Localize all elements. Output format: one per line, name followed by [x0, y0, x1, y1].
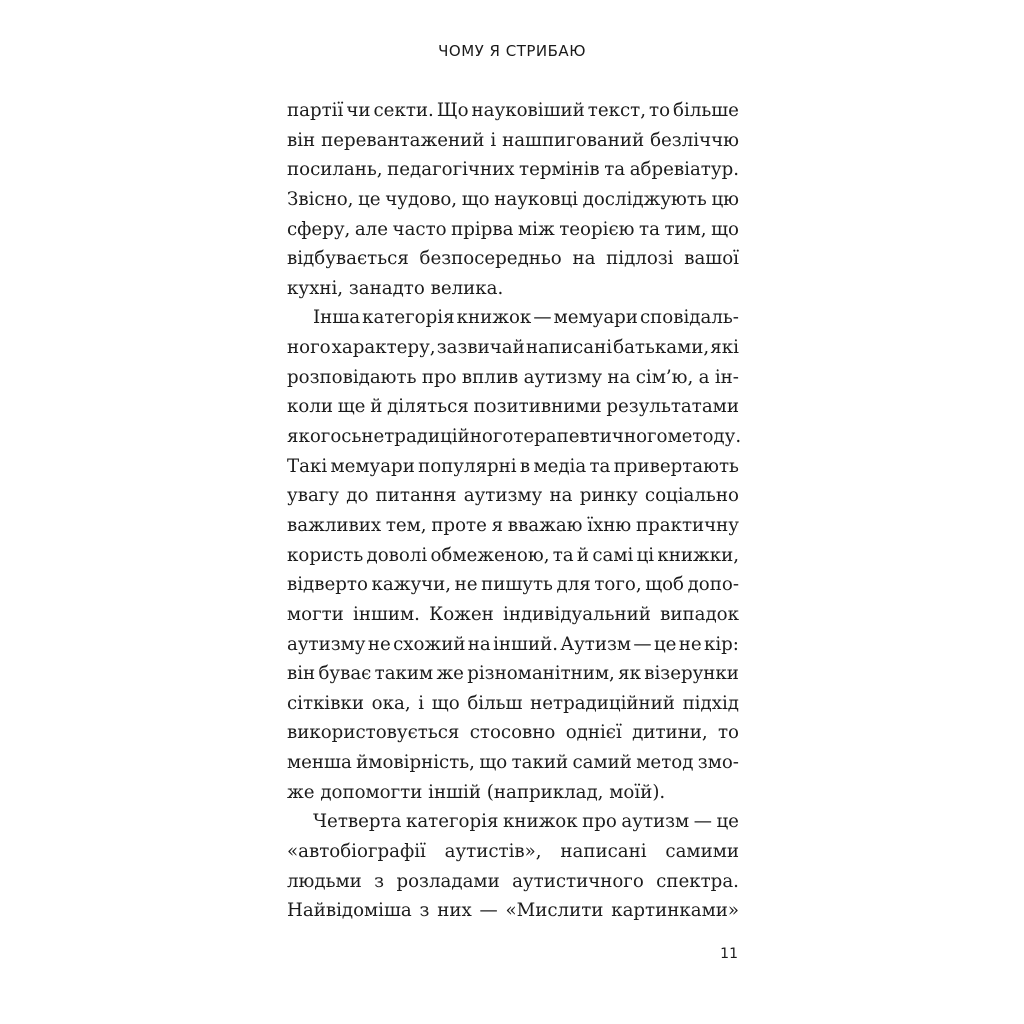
- text-line: [287, 452, 739, 482]
- word: це: [358, 188, 381, 210]
- word: Що: [436, 100, 469, 121]
- word: це: [716, 811, 739, 833]
- word: кажучи,: [371, 574, 452, 596]
- word: часто: [392, 218, 447, 240]
- word: та: [589, 455, 611, 477]
- word: на: [467, 633, 491, 655]
- word: ока,: [371, 692, 411, 714]
- word: що: [711, 218, 739, 240]
- word: безліччю: [650, 129, 739, 151]
- word: які: [710, 337, 739, 359]
- word: підлозі: [606, 248, 674, 270]
- word: позитивними: [473, 396, 602, 418]
- word: вплив: [461, 366, 519, 388]
- word: тим,: [664, 218, 707, 240]
- word: прірва: [451, 218, 514, 240]
- word: відверто: [287, 574, 368, 596]
- word: й: [576, 544, 590, 566]
- text-line: [287, 630, 739, 660]
- word: же: [287, 781, 315, 803]
- word: це: [653, 633, 677, 655]
- word: й: [370, 396, 383, 418]
- word: них: [437, 900, 472, 922]
- word: науковці: [494, 188, 578, 210]
- word: науковіший: [471, 100, 585, 121]
- word: розладами: [396, 870, 500, 892]
- word: на: [549, 485, 573, 507]
- text-line: [287, 541, 739, 571]
- word: аутизму: [287, 633, 366, 655]
- word: самі: [592, 544, 634, 566]
- word: сповідаль-: [639, 307, 739, 329]
- word: не: [367, 633, 391, 655]
- word: використовується: [287, 722, 460, 744]
- word: на: [572, 248, 596, 270]
- word: людьми: [287, 870, 362, 892]
- word: Четверта: [313, 811, 402, 833]
- word: написані: [560, 841, 647, 863]
- word: текст,: [587, 100, 646, 121]
- word: допомогти: [320, 781, 423, 803]
- word: Кожен: [429, 603, 494, 625]
- word: такий: [511, 752, 569, 774]
- text-line: [287, 600, 739, 630]
- text-line: [287, 363, 739, 393]
- word: книжки,: [657, 544, 739, 566]
- word: про: [421, 366, 457, 388]
- word: ще: [337, 396, 366, 418]
- word: з: [374, 870, 385, 892]
- word: більш: [467, 692, 523, 714]
- word: самими: [665, 841, 739, 863]
- word: же: [436, 663, 464, 685]
- word: він: [287, 663, 316, 685]
- text-line: [287, 659, 739, 689]
- text-line: [287, 422, 742, 452]
- word: з: [419, 900, 430, 922]
- word: що: [461, 188, 490, 210]
- word: того,: [594, 574, 642, 596]
- text-line: [287, 896, 739, 926]
- word: проте: [431, 514, 487, 536]
- body-text: [287, 96, 742, 926]
- word: секти.: [373, 100, 434, 121]
- word: сітківки: [287, 692, 364, 714]
- word: нетрадиційний: [530, 692, 675, 714]
- word: аутизм: [621, 811, 690, 833]
- word: то: [717, 722, 739, 744]
- word: а: [698, 366, 710, 388]
- text-line: [287, 778, 739, 808]
- text-line: [287, 126, 739, 156]
- text-line: [287, 689, 739, 719]
- word: розповідають: [287, 366, 417, 388]
- text-line: [287, 837, 739, 867]
- word: та: [604, 159, 626, 181]
- word: дитини,: [632, 722, 708, 744]
- word: аутизму: [463, 485, 543, 507]
- word: для: [556, 574, 591, 596]
- word: безпосередньо: [419, 248, 562, 270]
- word: схожий: [393, 633, 466, 655]
- word: що: [431, 692, 460, 714]
- word: педагогічних: [387, 159, 515, 181]
- word: медіа: [533, 455, 587, 477]
- word: аутистів»,: [444, 841, 542, 863]
- word: не: [678, 633, 702, 655]
- word: і: [490, 129, 497, 151]
- word: індивідуальний: [503, 603, 651, 625]
- word: випадок: [660, 603, 739, 625]
- word: моїй).: [609, 781, 666, 803]
- word: велика.: [430, 277, 504, 299]
- word: між: [518, 218, 555, 240]
- word: іншим.: [353, 603, 420, 625]
- running-head: ЧОМУ Я СТРИБАЮ: [438, 42, 586, 60]
- word: —: [479, 900, 498, 922]
- word: нашпигований: [502, 129, 645, 151]
- word: досліджують: [582, 188, 707, 210]
- word: тем,: [385, 514, 427, 536]
- word: занадто: [348, 277, 425, 299]
- word: увагу: [287, 485, 340, 507]
- word: вашої: [684, 248, 739, 270]
- word: мемуари: [553, 307, 638, 329]
- word: перевантажений: [321, 129, 485, 151]
- word: пишуть: [481, 574, 553, 596]
- word: практичну: [635, 514, 739, 536]
- word: та: [639, 218, 660, 240]
- word: партії: [287, 100, 344, 121]
- word: абревіатур.: [629, 159, 739, 181]
- word: змо-: [697, 752, 739, 774]
- word: більше: [673, 100, 739, 121]
- word: він: [287, 129, 316, 151]
- word: користь: [287, 544, 364, 566]
- word: питання: [375, 485, 457, 507]
- word: книжок: [502, 811, 578, 833]
- word: ного: [287, 337, 331, 359]
- word: привертають: [613, 455, 739, 477]
- word: відбувається: [287, 248, 409, 270]
- word: цю: [711, 188, 739, 210]
- word: категорія: [362, 307, 455, 329]
- word: методу.: [667, 426, 742, 448]
- word: різноманітним,: [467, 663, 615, 685]
- text-line: [287, 155, 739, 185]
- word: (наприклад,: [486, 781, 604, 803]
- word: чудово,: [385, 188, 458, 210]
- word: книжок: [456, 307, 532, 329]
- word: та: [552, 544, 574, 566]
- text-line: [287, 215, 739, 245]
- text-line: [287, 570, 739, 600]
- text-line: [287, 748, 739, 778]
- word: сім’ю,: [635, 366, 694, 388]
- text-line: [287, 481, 739, 511]
- word: ін-: [714, 366, 739, 388]
- word: аутистичного: [512, 870, 644, 892]
- word: ці: [636, 544, 655, 566]
- word: ринку: [579, 485, 638, 507]
- word: кір:: [703, 633, 739, 655]
- text-line: [287, 274, 739, 304]
- word: але: [354, 218, 389, 240]
- word: —: [533, 307, 552, 329]
- word: теорією: [559, 218, 635, 240]
- word: Найвідоміша: [287, 900, 412, 922]
- word: таким: [374, 663, 434, 685]
- text-line: [287, 185, 739, 215]
- word: характеру,: [331, 337, 436, 359]
- word: я: [491, 514, 504, 536]
- text-line: [287, 392, 739, 422]
- word: обмеженою,: [430, 544, 550, 566]
- word: до: [346, 485, 369, 507]
- word: кухні,: [287, 277, 344, 299]
- word: зазвичай: [436, 337, 525, 359]
- text-line: [287, 511, 739, 541]
- word: результатами: [606, 396, 739, 418]
- word: популярні: [418, 455, 517, 477]
- word: на: [607, 366, 631, 388]
- word: ймовірність,: [356, 752, 475, 774]
- word: в: [519, 455, 531, 477]
- word: важливих: [287, 514, 382, 536]
- word: візерунки: [644, 663, 739, 685]
- word: вважаю: [507, 514, 583, 536]
- word: спектра.: [656, 870, 739, 892]
- word: соціально: [644, 485, 739, 507]
- word: якогось: [287, 426, 362, 448]
- text-line: [287, 718, 739, 748]
- word: доволі: [366, 544, 428, 566]
- word: Звісно,: [287, 188, 354, 210]
- word: щоб: [645, 574, 685, 596]
- word: однієї: [565, 722, 622, 744]
- word: мемуари: [330, 455, 415, 477]
- word: як: [618, 663, 641, 685]
- word: аутизму: [523, 366, 603, 388]
- word: іншій: [428, 781, 481, 803]
- word: категорія: [405, 811, 499, 833]
- word: що: [479, 752, 508, 774]
- word: «Мислити: [505, 900, 604, 922]
- word: і: [418, 692, 425, 714]
- word: їхню: [587, 514, 632, 536]
- text-line: [287, 244, 739, 274]
- paragraph-first-line: [287, 303, 739, 333]
- word: батьками,: [613, 337, 710, 359]
- word: —: [693, 811, 712, 833]
- word: стосовно: [469, 722, 556, 744]
- word: про: [582, 811, 617, 833]
- word: коли: [287, 396, 333, 418]
- word: то: [649, 100, 671, 121]
- word: буває: [318, 663, 372, 685]
- word: терапевтичного: [513, 426, 668, 448]
- word: нетрадиційного: [361, 426, 514, 448]
- word: посилань,: [287, 159, 383, 181]
- word: написані: [525, 337, 613, 359]
- text-line: [287, 96, 739, 126]
- word: допо-: [687, 574, 739, 596]
- word: підхід: [682, 692, 739, 714]
- word: самий: [572, 752, 632, 774]
- text-line: [287, 333, 739, 363]
- word: Аутизм: [560, 633, 632, 655]
- word: Такі: [287, 455, 328, 477]
- word: чи: [346, 100, 371, 121]
- word: картинками»: [611, 900, 739, 922]
- paragraph-first-line: [287, 807, 739, 837]
- word: не: [454, 574, 478, 596]
- word: інший.: [493, 633, 558, 655]
- word: сферу,: [287, 218, 351, 240]
- word: термінів: [519, 159, 600, 181]
- word: могти: [287, 603, 344, 625]
- word: Інша: [313, 307, 361, 329]
- text-line: [287, 867, 739, 897]
- word: менша: [287, 752, 352, 774]
- word: —: [633, 633, 652, 655]
- page-number: 11: [720, 946, 738, 962]
- word: метод: [636, 752, 694, 774]
- word: діляться: [387, 396, 469, 418]
- word: «автобіографії: [287, 841, 426, 863]
